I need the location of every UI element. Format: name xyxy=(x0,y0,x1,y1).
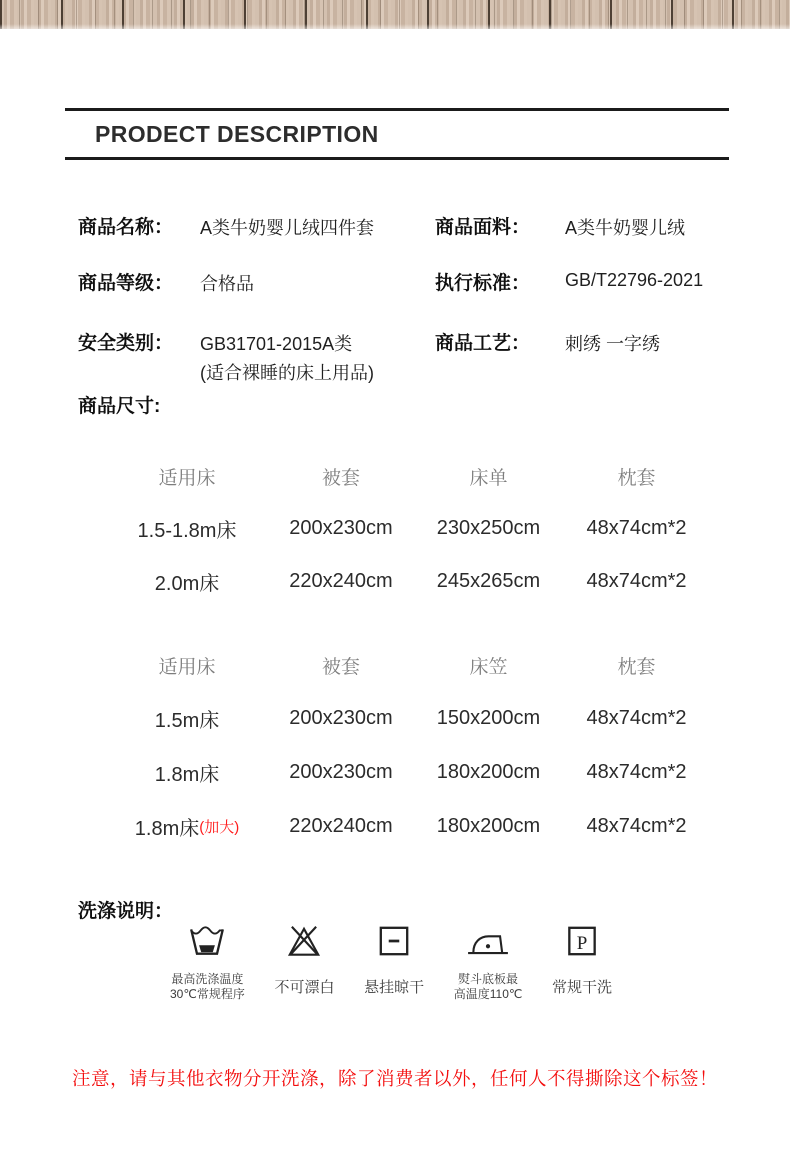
size-table-flat-sheet xyxy=(108,450,712,608)
table-header-cell: 床单 xyxy=(469,467,508,489)
svg-text:P: P xyxy=(576,932,588,954)
table-cell: 200x230cm xyxy=(289,517,393,539)
table-cell: 48x74cm*2 xyxy=(586,706,687,729)
table-cell: 220x240cm xyxy=(289,814,393,837)
table-header-cell: 枕套 xyxy=(617,467,656,489)
field-label-craft: 商品工艺： xyxy=(435,333,531,354)
table-cell-bed-size: 1.8m床 xyxy=(134,817,200,840)
table-cell: 2.0m床 xyxy=(154,573,220,595)
table-cell: 180x200cm xyxy=(436,814,541,837)
washing-section-label: 洗涤说明： xyxy=(78,901,174,922)
field-label-product-name: 商品名称： xyxy=(78,217,174,238)
field-label-fabric: 商品面料： xyxy=(435,217,531,238)
table-header-cell: 适用床 xyxy=(158,467,216,489)
table-header-cell: 床笠 xyxy=(469,657,508,678)
field-value-grade: 合格品 xyxy=(200,274,254,294)
field-label-safety-class: 安全类别： xyxy=(78,333,174,354)
table-cell: 180x200cm xyxy=(436,760,541,783)
wash-item-caption: 不可漂白 xyxy=(274,978,335,996)
fabric-texture-banner xyxy=(0,0,790,29)
wash-item-no-bleach xyxy=(274,922,334,1004)
wash-item-caption: 常规干洗 xyxy=(551,978,612,996)
field-value-craft: 刺绣 一字绣 xyxy=(565,334,661,354)
wash-item-caption: 最高洗涤温度 30℃常规程序 xyxy=(170,972,245,1001)
table-header-cell: 被套 xyxy=(321,467,360,489)
wash-item-caption: 悬挂晾干 xyxy=(364,978,425,996)
wash-item-dry-clean xyxy=(552,922,612,1004)
table-cell: 230x250cm xyxy=(436,517,541,539)
table-cell: 48x74cm*2 xyxy=(586,570,687,592)
do-not-bleach-icon xyxy=(285,922,323,960)
washing-symbols-row xyxy=(170,922,612,1004)
size-section-label: 商品尺寸: xyxy=(78,396,161,417)
warning-text: 注意，请与其他衣物分开洗涤，除了消费者以外，任何人不得撕除这个标签！ xyxy=(71,1068,718,1089)
table-cell: 150x200cm xyxy=(436,706,541,729)
table-header-cell: 被套 xyxy=(321,657,360,678)
title-rule-bottom xyxy=(65,157,729,160)
wash-item-caption: 熨斗底板最 高温度110℃ xyxy=(453,972,523,1001)
table-cell: 1.5m床 xyxy=(154,709,220,732)
title-rule-top xyxy=(65,108,729,111)
field-value-product-name: A类牛奶婴儿绒四件套 xyxy=(200,218,375,238)
table-cell: 245x265cm xyxy=(436,570,541,592)
field-value-standard: GB/T22796-2021 xyxy=(565,270,704,290)
size-table-fitted-sheet xyxy=(108,640,712,853)
field-label-grade: 商品等级： xyxy=(78,273,174,294)
table-cell xyxy=(108,799,266,853)
bed-size-note: (加大) xyxy=(199,818,240,836)
page-title: PRODECT DESCRIPTION xyxy=(95,121,379,147)
table-cell: 48x74cm*2 xyxy=(586,760,687,783)
iron-110c-icon xyxy=(466,922,510,960)
wash-item-hang-dry xyxy=(364,922,424,1004)
field-label-standard: 执行标准： xyxy=(435,273,531,294)
field-value-safety-class-note: (适合裸睡的床上用品) xyxy=(200,363,374,383)
table-cell: 200x230cm xyxy=(289,760,393,783)
field-value-fabric: A类牛奶婴儿绒 xyxy=(565,218,686,238)
table-cell: 1.5-1.8m床 xyxy=(137,520,237,542)
table-cell: 48x74cm*2 xyxy=(586,517,687,539)
field-value-safety-class: GB31701-2015A类 xyxy=(200,334,353,354)
table-cell: 220x240cm xyxy=(289,570,393,592)
dry-clean-p-icon xyxy=(563,922,601,960)
table-header-cell: 适用床 xyxy=(158,657,216,678)
table-cell: 1.8m床 xyxy=(154,763,220,786)
table-cell: 200x230cm xyxy=(289,706,393,729)
table-header-cell: 枕套 xyxy=(617,657,656,678)
wash-item-max-temp xyxy=(170,922,245,1004)
wash-item-iron-temp xyxy=(454,922,523,1004)
table-cell: 48x74cm*2 xyxy=(586,814,687,837)
hang-dry-icon xyxy=(375,922,413,960)
wash-tub-30c-icon xyxy=(188,922,226,960)
